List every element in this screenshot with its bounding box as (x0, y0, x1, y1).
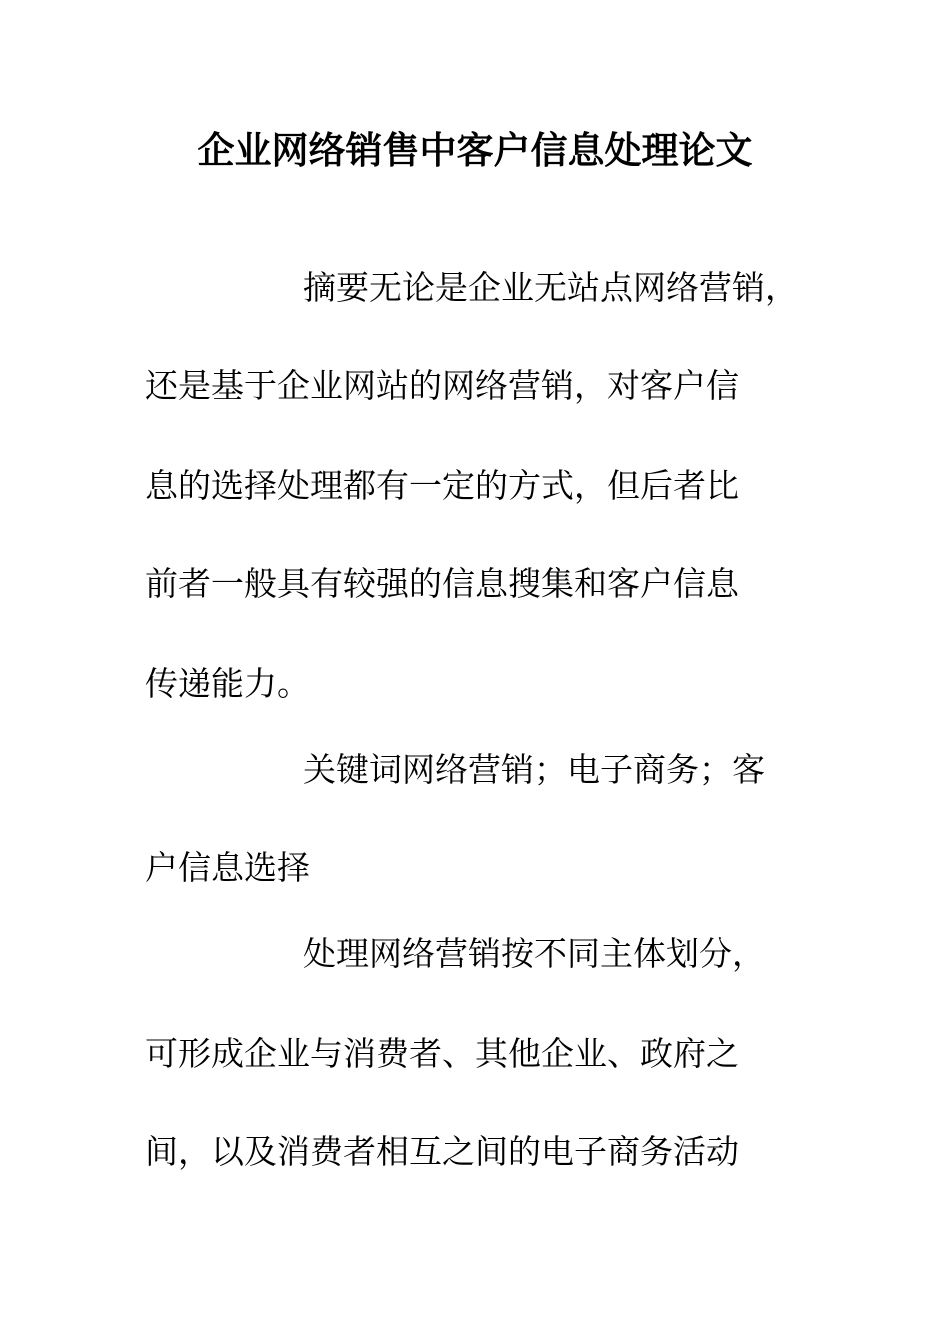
abstract-line-5: 传递能力。 (145, 664, 310, 703)
keywords-line-2: 户信息选择 (145, 848, 310, 887)
abstract-line-3: 息的选择处理都有一定的方式，但后者比 (145, 466, 739, 505)
body-line-1: 处理网络营销按不同主体划分， (303, 934, 765, 973)
keywords-line-1: 关键词网络营销；电子商务；客 (303, 750, 765, 789)
body-line-2: 可形成企业与消费者、其他企业、政府之 (145, 1034, 739, 1073)
abstract-line-4: 前者一般具有较强的信息搜集和客户信息 (145, 564, 739, 603)
document-title: 企业网络销售中客户信息处理论文 (197, 128, 753, 172)
abstract-line-1: 摘要无论是企业无站点网络营销， (303, 268, 798, 307)
abstract-line-2: 还是基于企业网站的网络营销，对客户信 (145, 366, 739, 405)
body-line-3: 间，以及消费者相互之间的电子商务活动 (145, 1132, 739, 1171)
